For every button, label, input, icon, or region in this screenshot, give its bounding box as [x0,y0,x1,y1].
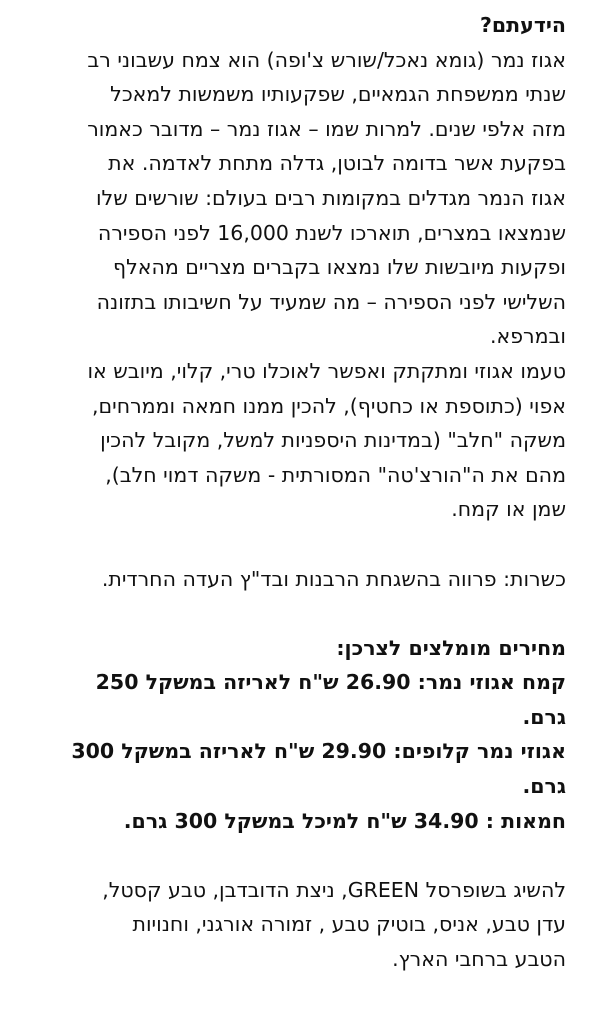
availability-line: הטבע ברחבי הארץ. [392,947,566,972]
price-item-line: גרם. [522,704,566,729]
intro-line: שנתי ממשפחת הגמאיים, שפקעותיו משמשות למאכל [110,82,566,107]
intro-line: השלישי לפני הספירה – מה שמעיד על חשיבותו בתזונה [96,289,566,314]
paragraph-gap [40,596,566,631]
availability-line: עדן טבע, אניס, בוטיק טבע , זמורה אורגני, וחנויות [132,912,566,937]
taste-section [40,354,566,527]
intro-line: אגוז הנמר מגדלים במקומות רבים בעולם: שורשים שלו [95,185,566,210]
price-item-line: קמח אגוזי נמר: 26.90 ש"ח לאריזה במשקל 250 [95,670,566,695]
price-item-line: גרם. [522,774,566,799]
price-item-line: חמאות : 34.90 ש"ח למיכל במשקל 300 גרם. [123,808,566,833]
intro-heading: הידעתם? [480,13,566,37]
prices-section [40,631,566,839]
intro-line: ופקעות מיובשות שלו נמצאו בקברים מצריים מהאלף [112,255,566,280]
availability-line: להשיג בשופרסל GREEN, ניצת הדובדבן, טבע קסטל, [102,877,566,902]
intro-line: אגוז נמר (גומא נאכל/שורש צ'ופה) הוא צמח עשבוני רב [87,47,566,72]
taste-line: שמן או קמח. [451,497,566,522]
taste-line: אפוי (כתוספת או כחטיף), להכין ממנו חמאה וממרחים, [91,393,566,418]
taste-line: טעמו אגוזי ומתקתק ואפשר לאוכלו טרי, קלוי, מיובש או [87,358,566,383]
intro-line: שנמצאו במצרים, תוארכו לשנת 16,000 לפני הספירה [97,220,566,245]
intro-section [40,8,566,354]
paragraph-gap [40,527,566,562]
kosher-text: כשרות: פרווה בהשגחת הרבנות ובד"ץ העדה החרדית. [101,566,566,591]
taste-line: משקה "חלב" (במדינות היספניות למשל, מקובל להכין [100,428,566,453]
intro-line: ובמרפא. [490,324,566,349]
price-item-line: אגוזי נמר קלופים: 29.90 ש"ח לאריזה במשקל 300 [71,739,566,764]
taste-line: מהם את ה"הורצ'טה" המסורתית - משקה דמוי חלב), [105,462,566,487]
prices-heading: מחירים מומלצים לצרכן: [336,635,566,660]
intro-line: בפקעת אשר בדומה לבוטן, גדלה מתחת לאדמה. את [108,151,566,176]
kosher-section [40,562,566,597]
availability-section [40,873,566,977]
paragraph-gap [40,838,566,873]
intro-line: מזה אלפי שנים. למרות שמו – אגוז נמר – מדובר כאמור [87,116,566,141]
